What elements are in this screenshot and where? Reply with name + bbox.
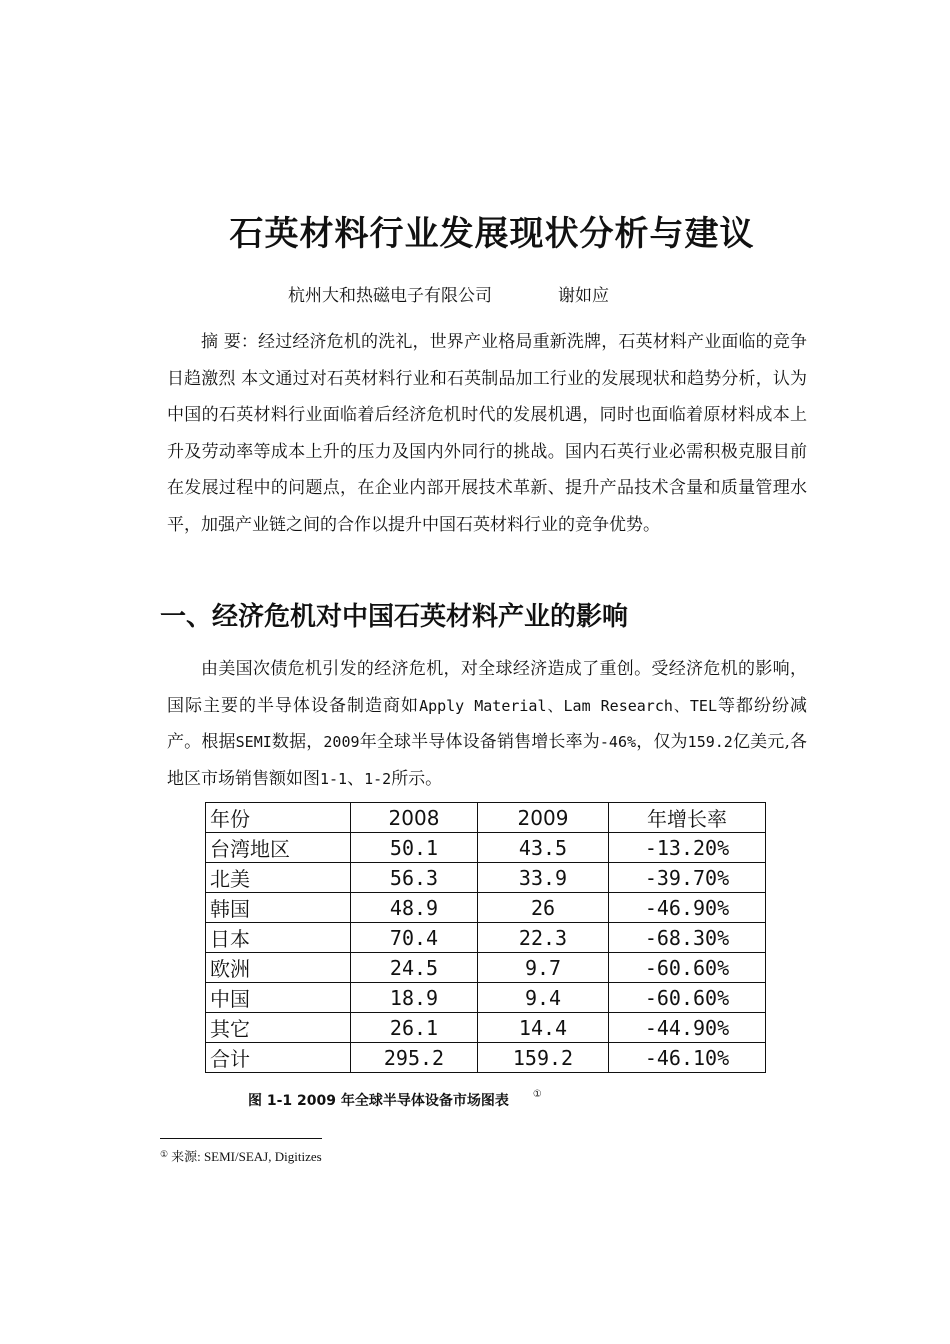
table-row	[206, 953, 766, 983]
table-cell: 台湾地区	[206, 833, 351, 863]
table-cell: 合计	[206, 1043, 351, 1073]
body-text-latin: SEMI	[235, 733, 272, 751]
table-cell: 33.9	[478, 863, 609, 893]
table-cell: 295.2	[351, 1043, 478, 1073]
body-text: 所示。	[391, 768, 443, 789]
table-cell: -46.10%	[609, 1043, 766, 1073]
table-cell: 70.4	[351, 923, 478, 953]
table-cell: 22.3	[478, 923, 609, 953]
table-row	[206, 863, 766, 893]
body-text-latin: -46%	[599, 733, 637, 751]
table-cell: 日本	[206, 923, 351, 953]
table-cell: 26.1	[351, 1013, 478, 1043]
figure-caption-text: 图 1-1 2009 年全球半导体设备市场图表	[248, 1093, 509, 1109]
body-text-latin: Apply Material、Lam Research、TEL	[419, 696, 717, 715]
table-cell: -39.70%	[609, 863, 766, 893]
body-text-latin: 1-1	[320, 769, 348, 788]
table-cell: 50.1	[351, 833, 478, 863]
table-cell: 北美	[206, 863, 351, 893]
body-text: 数据，	[271, 732, 324, 752]
table-cell: 欧洲	[206, 953, 351, 983]
body-text: 等都纷纷减产。根据	[167, 695, 808, 752]
paper-title: 石英材料行业发展现状分析与建议	[229, 214, 755, 254]
table-cell: 中国	[206, 983, 351, 1013]
table-cell: 43.5	[478, 833, 609, 863]
footnote-reference-mark: ①	[532, 1089, 542, 1100]
table-cell: 韩国	[206, 893, 351, 923]
table-header-row	[206, 803, 766, 833]
footnote-mark: ①	[160, 1149, 169, 1159]
body-text: 年全球半导体设备销售增长率为	[359, 732, 600, 752]
table-cell: -44.90%	[609, 1013, 766, 1043]
table-cell: 9.4	[478, 983, 609, 1013]
table-header-cell: 年份	[206, 803, 351, 833]
market-data-table	[205, 802, 766, 1073]
body-text: ，仅为	[636, 732, 688, 752]
table-cell: -68.30%	[609, 923, 766, 953]
table-cell: 14.4	[478, 1013, 609, 1043]
table-cell: 56.3	[351, 863, 478, 893]
table-cell: -13.20%	[609, 833, 766, 863]
table-header-cell: 年增长率	[609, 803, 766, 833]
author-name: 谢如应	[558, 286, 609, 306]
table-cell: -60.60%	[609, 983, 766, 1013]
table-cell: -46.90%	[609, 893, 766, 923]
table-cell: 9.7	[478, 953, 609, 983]
table-cell: 其它	[206, 1013, 351, 1043]
table-cell: 48.9	[351, 893, 478, 923]
section-heading: 一、经济危机对中国石英材料产业的影响	[160, 602, 629, 632]
table-cell: -60.60%	[609, 953, 766, 983]
body-text: 亿美元,各地区市场销售额如图	[167, 732, 808, 789]
abstract-paragraph: 摘 要：经过经济危机的洗礼，世界产业格局重新洗牌，石英材料产业面临的竞争日趋激烈 本文通过对石英材料行业和石英制品加工行业的发展现状和趋势分析，认为中国的石英材料行业面临着后经济危机时代的发展机遇，同时也面临着原材料成本上升及劳动率等成本上升的压力及国内外同行的挑战。国内石英行业必需积极克服目前在发展过程中的问题点，在企业内部开展技术革新、提升产品技术含量和质量管理水平，加强产业链之间的合作以提升中国石英材料行业的竞争优势。	[167, 332, 807, 535]
author-line	[288, 281, 609, 306]
body-text-latin: 159.2	[687, 733, 733, 751]
body-text: 由美国次债危机引发的经济危机，对全球经济造成了重创。受经济危机的影响，国际主要的半导体设备制造商如	[167, 659, 807, 716]
table-row	[206, 833, 766, 863]
table-row	[206, 1013, 766, 1043]
author-affiliation: 杭州大和热磁电子有限公司	[288, 286, 492, 306]
table-cell: 18.9	[351, 983, 478, 1013]
footnote-divider	[160, 1138, 322, 1139]
table-cell: 26	[478, 893, 609, 923]
table-row	[206, 893, 766, 923]
body-text-latin: 1-2	[364, 769, 392, 788]
footnote	[160, 1146, 322, 1165]
section-body-paragraph	[167, 651, 807, 797]
body-text-latin: 2009	[323, 733, 360, 751]
table-row	[206, 1043, 766, 1073]
table-header-cell: 2008	[351, 803, 478, 833]
table-row	[206, 923, 766, 953]
body-text: 、	[347, 768, 365, 789]
table-cell: 24.5	[351, 953, 478, 983]
footnote-text: 来源: SEMI/SEAJ, Digitizes	[171, 1149, 322, 1164]
table-row	[206, 983, 766, 1013]
table-cell: 159.2	[478, 1043, 609, 1073]
table-header-cell: 2009	[478, 803, 609, 833]
figure-caption	[248, 1090, 542, 1110]
